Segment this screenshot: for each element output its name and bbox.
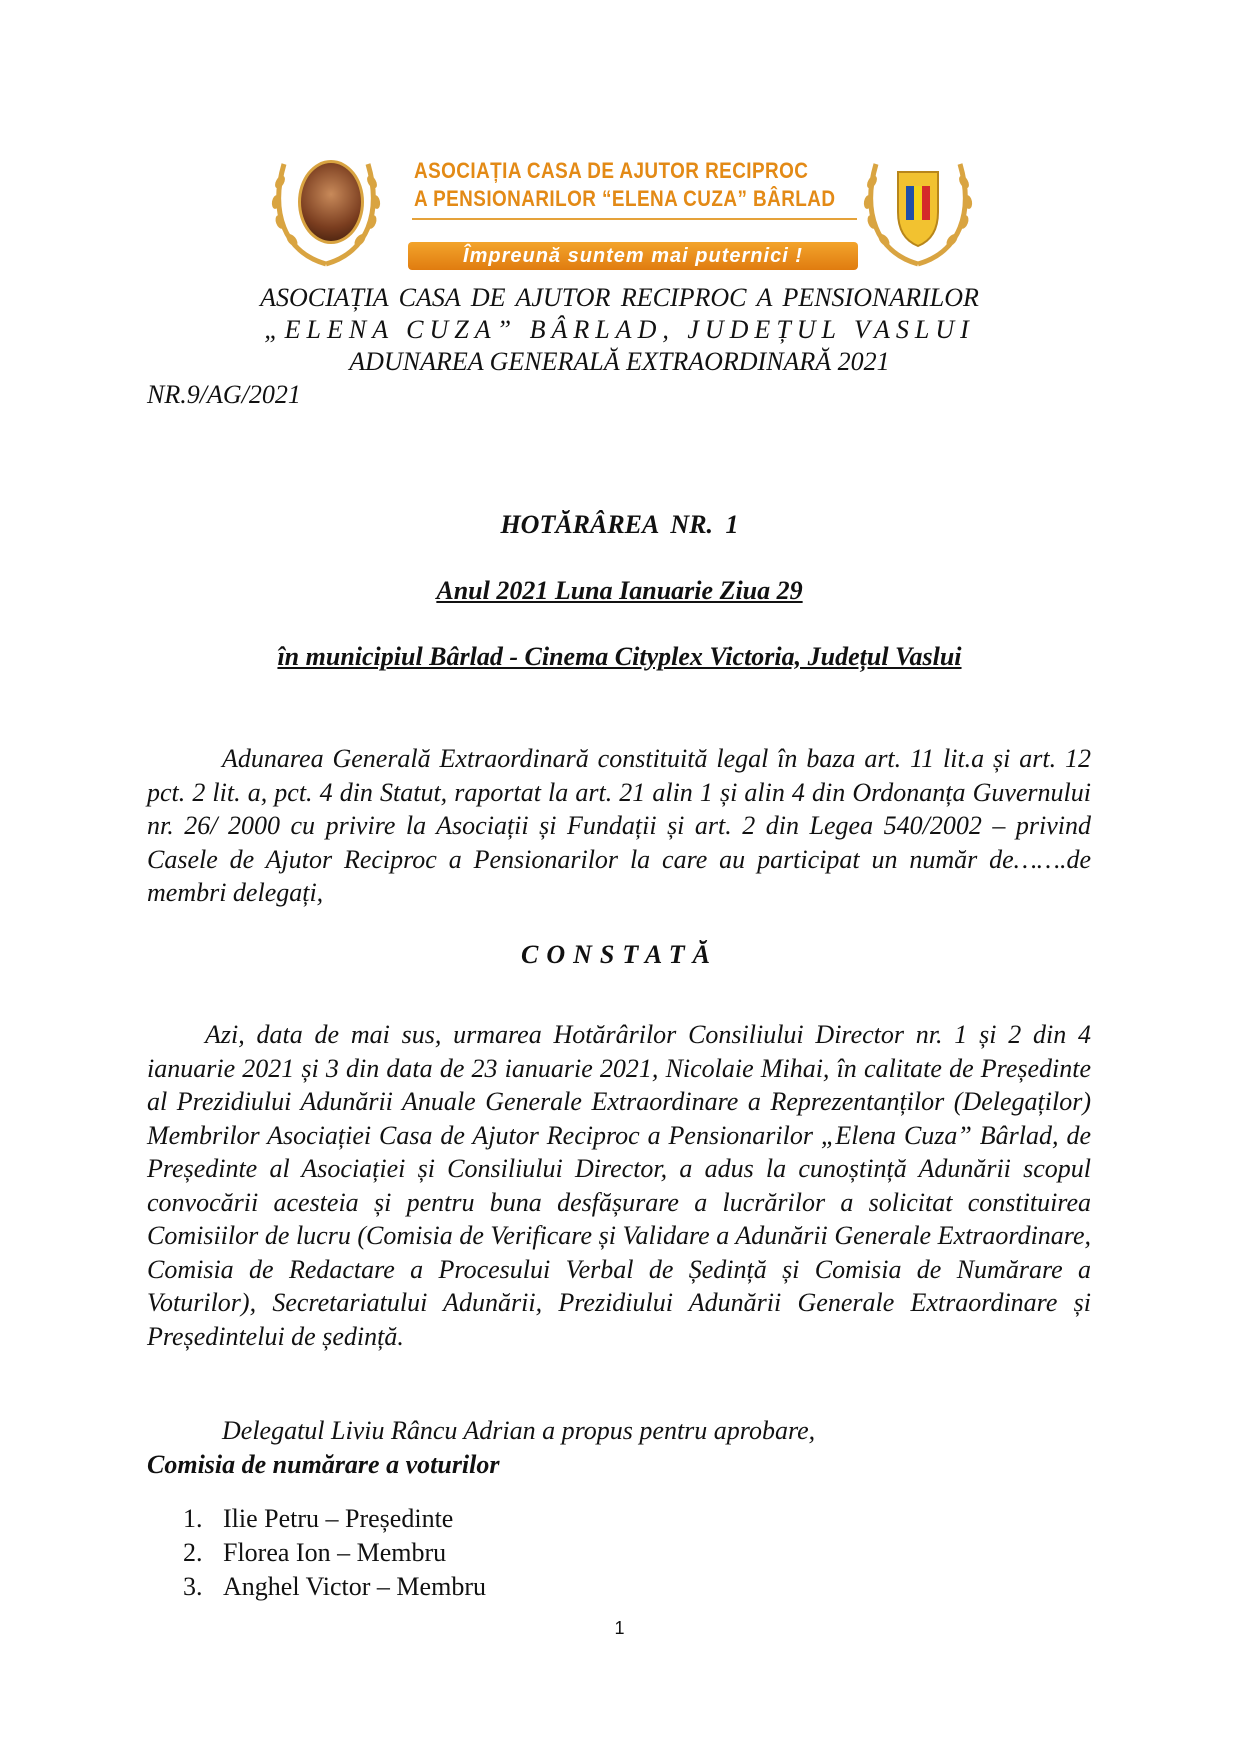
list-item-text: Anghel Victor – Membru bbox=[223, 1572, 486, 1601]
list-item bbox=[183, 1502, 486, 1536]
commission-title: Comisia de numărare a voturilor bbox=[147, 1450, 500, 1479]
findings-paragraph: Azi, data de mai sus, urmarea Hotărârilor Consiliului Director nr. 1 și 2 din 4 ianuarie 2021 și 3 din data de 23 ianuarie 2021, Nicolaie Mihai, în calitate de Președinte al Prezidiului Adunării Anuale Generale Extraordinare a Reprezentanților (Delegaților) Membrilor Asociației Casa de Ajutor Reciproc a Pensionarilor „Elena Cuza” Bârlad, de Președinte al Asociației și Consiliului Director, a adus la cunoștință Adunării scopul convocării acesteia și pentru buna desfășurare a lucrărilor a solicitat constituirea Comisiilor de lucru (Comisia de Verificare și Validare a Adunării Generale Extraordinare, Comisia de Redactare a Procesului Verbal de Ședință și Comisia de Numărare a Voturilor), Secretariatului Adunării, Prezidiului Adunării Generale Extraordinare și Președintelui de ședință. bbox=[147, 1020, 1091, 1351]
coat-of-arms-icon bbox=[854, 142, 982, 270]
banner-title-line1: ASOCIAȚIA CASA DE AJUTOR RECIPROC bbox=[414, 158, 809, 183]
page-number: 1 bbox=[614, 1618, 625, 1638]
list-item-number: 2. bbox=[183, 1538, 203, 1567]
header-assembly: ADUNAREA GENERALĂ EXTRAORDINARĂ 2021 bbox=[349, 347, 890, 376]
banner-title-line2: A PENSIONARILOR “ELENA CUZA” BÂRLAD bbox=[414, 186, 836, 211]
list-item-number: 1. bbox=[183, 1504, 203, 1533]
proposal-line: Delegatul Liviu Râncu Adrian a propus pentru aprobare, bbox=[222, 1416, 816, 1445]
decision-place: în municipiul Bârlad - Cinema Cityplex Victoria, Județul Vaslui bbox=[277, 642, 962, 671]
preamble-paragraph: Adunarea Generală Extraordinară constituită legal în baza art. 11 lit.a și art. 12 pct. 2 lit. a, pct. 4 din Statut, raportat la art. 21 alin 1 și alin 4 din Ordonanța Guvernului nr. 26/ 2000 cu privire la Asociații și Fundații și art. 2 din Legea 540/2002 – privind Casele de Ajutor Reciproc a Pensionarilor la care au participat un număr de…….de membri delegați, bbox=[147, 744, 1091, 907]
document-reference-number: NR.9/AG/2021 bbox=[147, 380, 301, 409]
commission-members-list bbox=[183, 1502, 486, 1604]
constata-heading: CONSTATĂ bbox=[521, 940, 718, 969]
banner-slogan: Împreună suntem mai puternici ! bbox=[408, 242, 858, 270]
list-item-text: Ilie Petru – Președinte bbox=[223, 1504, 454, 1533]
decision-title: HOTĂRÂREA NR. 1 bbox=[500, 510, 739, 539]
header-location: „ELENA CUZA” BÂRLAD, JUDEȚUL VASLUI bbox=[264, 315, 975, 344]
list-item-number: 3. bbox=[183, 1572, 203, 1601]
banner-divider bbox=[412, 218, 857, 220]
list-item bbox=[183, 1570, 486, 1604]
association-banner-logo bbox=[262, 142, 982, 277]
list-item-text: Florea Ion – Membru bbox=[223, 1538, 447, 1567]
list-item bbox=[183, 1536, 486, 1570]
decision-date: Anul 2021 Luna Ianuarie Ziua 29 bbox=[436, 576, 803, 605]
header-association-name: ASOCIAȚIA CASA DE AJUTOR RECIPROC A PENSIONARILOR bbox=[260, 283, 979, 312]
portrait-medallion bbox=[298, 160, 364, 244]
